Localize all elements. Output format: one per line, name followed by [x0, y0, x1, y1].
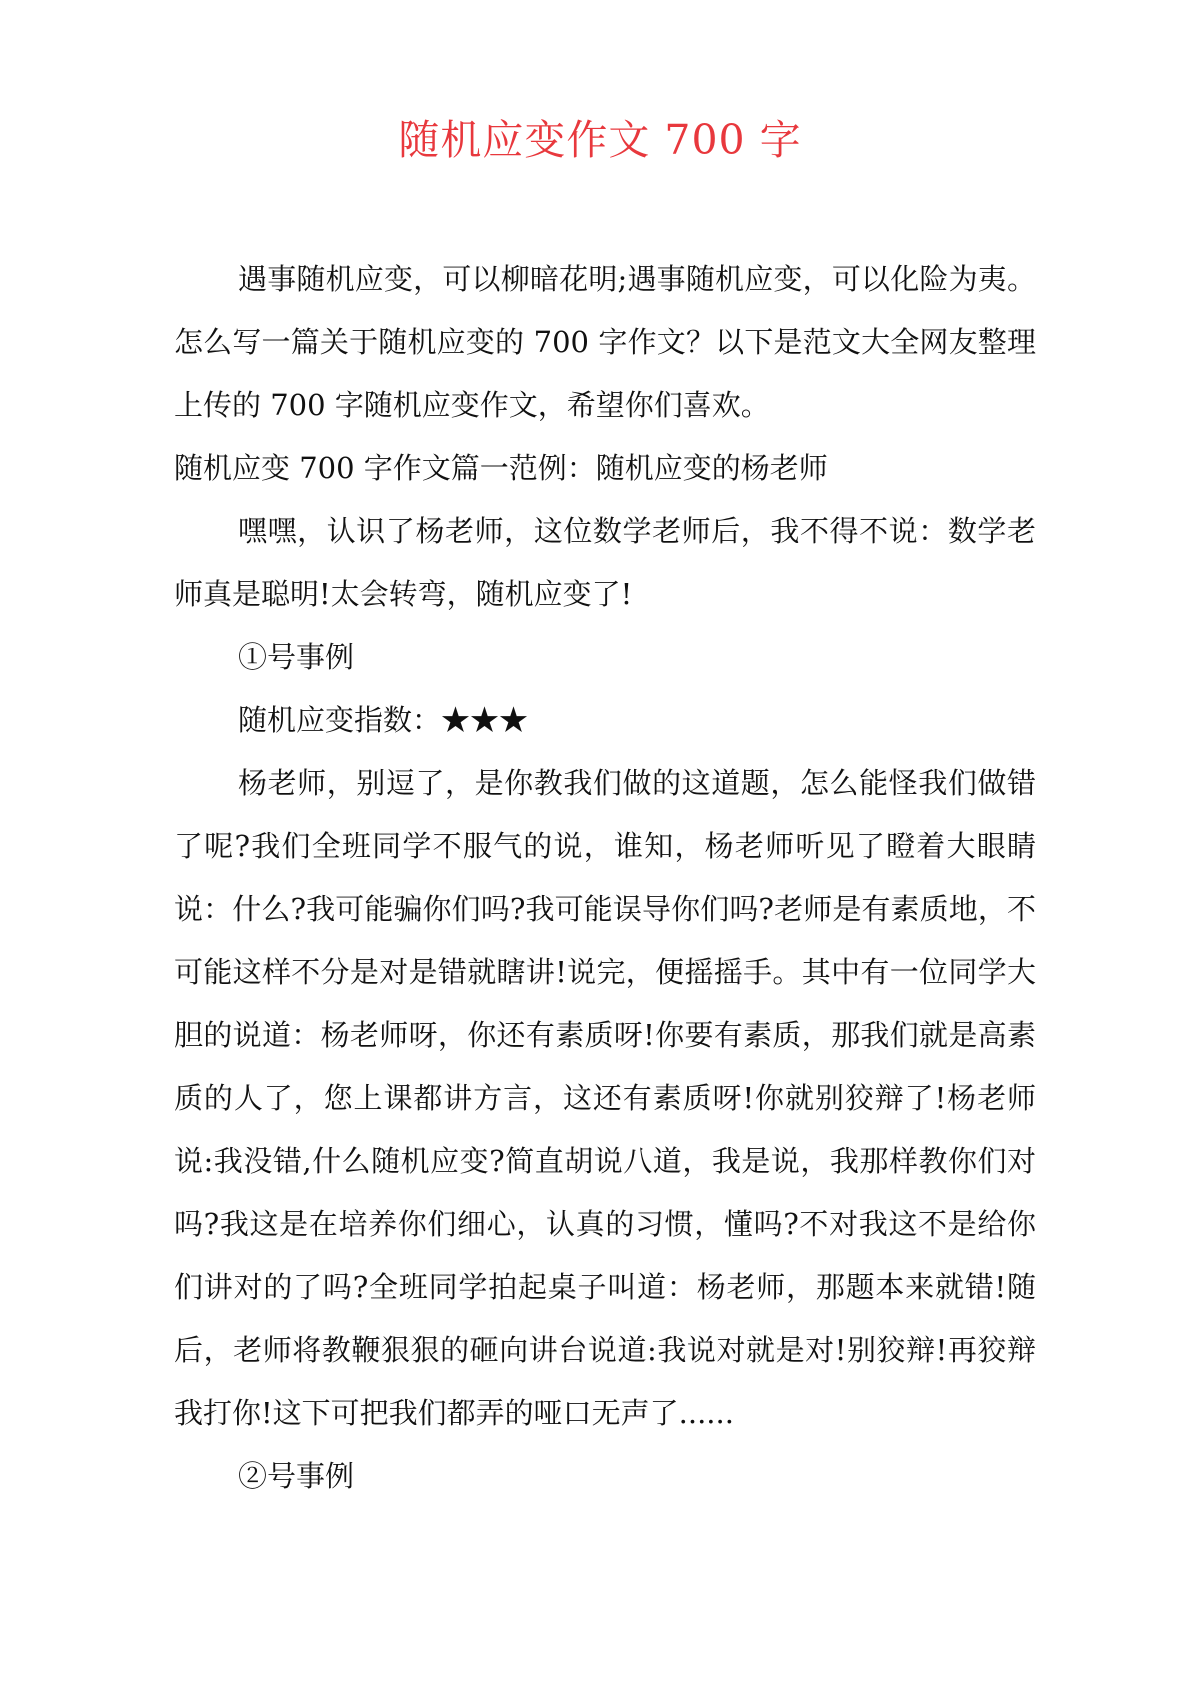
intro-paragraph: 遇事随机应变，可以柳暗花明;遇事随机应变，可以化险为夷。怎么写一篇关于随机应变的 700 字作文？以下是范文大全网友整理上传的 700 字随机应变作文，希望你们喜欢。 — [174, 262, 1036, 422]
example-1-rating: 随机应变指数：★★★ — [238, 703, 529, 737]
essay-heading: 随机应变 700 字作文篇一范例：随机应变的杨老师 — [174, 451, 828, 485]
example-1-heading: ①号事例 — [238, 640, 355, 674]
example-1-body: 杨老师，别逗了，是你教我们做的这道题，怎么能怪我们做错了呢?我们全班同学不服气的说，谁知，杨老师听见了瞪着大眼睛说：什么?我可能骗你们吗?我可能误导你们吗?老师是有素质地，不可能这样不分是对是错就瞎讲!说完，便摇摇手。其中有一位同学大胆的说道：杨老师呀，你还有素质呀!你要有素质，那我们就是高素质的人了，您上课都讲方言，这还有素质呀!你就别狡辩了!杨老师说:我没错,什么随机应变?简直胡说八道，我是说，我那样教你们对吗?我这是在培养你们细心，认真的习惯，懂吗?不对我这不是给你们讲对的了吗?全班同学拍起桌子叫道：杨老师，那题本来就错!随后，老师将教鞭狠狠的砸向讲台说道:我说对就是对!别狡辩!再狡辩我打你!这下可把我们都弄的哑口无声了...... — [174, 766, 1036, 1430]
document-body — [174, 248, 1036, 1508]
essay-opening-paragraph: 嘿嘿，认识了杨老师，这位数学老师后，我不得不说：数学老师真是聪明!太会转弯，随机应变了! — [174, 514, 1036, 611]
document-title: 随机应变作文 700 字 — [398, 116, 802, 164]
example-2-heading: ②号事例 — [238, 1459, 355, 1493]
